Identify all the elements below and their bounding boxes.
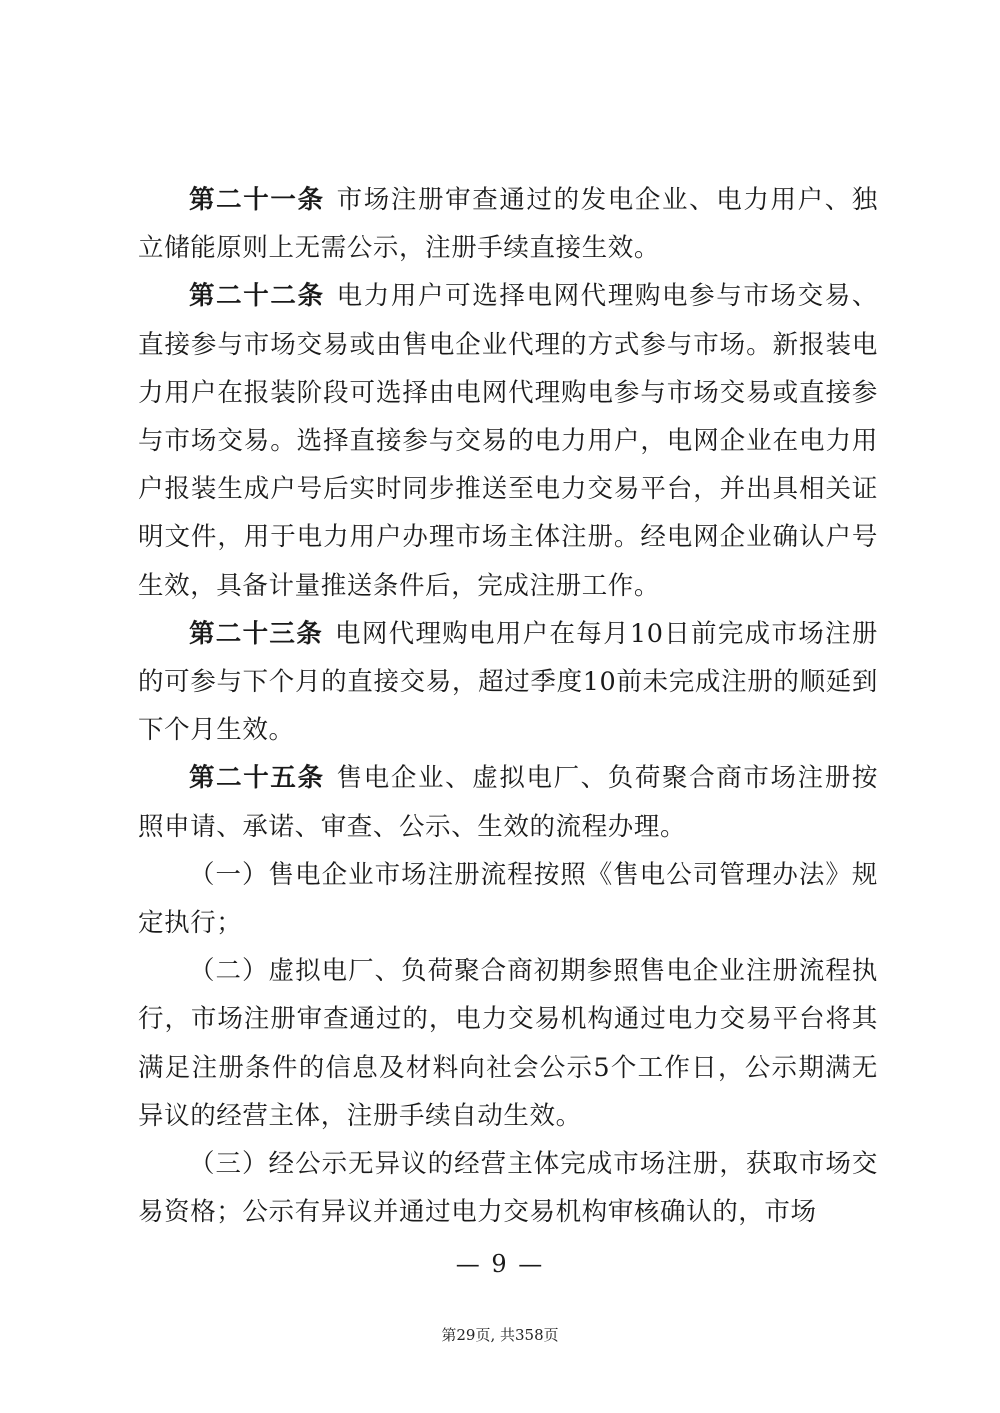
clause-3-text: （三）经公示无异议的经营主体完成市场注册，获取市场交易资格；公示有异议并通过电力交易机构审核确认的，市场 — [138, 1149, 878, 1228]
article-23-heading: 第二十三条 — [189, 618, 324, 649]
clause-1-text: （一）售电企业市场注册流程按照《售电公司管理办法》规定执行； — [138, 859, 878, 939]
clause-3-paragraph — [138, 1140, 878, 1236]
article-23-text: 电网代理购电用户在每月10日前完成市场注册的可参与下个月的直接交易，超过季度10前未完成注册的顺延到下个月生效。 — [138, 618, 878, 746]
article-25-paragraph — [138, 754, 878, 850]
article-25-text: 售电企业、虚拟电厂、负荷聚合商市场注册按照申请、承诺、审查、公示、生效的流程办理。 — [138, 763, 878, 842]
article-21-heading: 第二十一条 — [189, 185, 325, 215]
article-21-paragraph — [138, 176, 878, 272]
article-22-paragraph — [138, 272, 878, 609]
article-23-paragraph — [138, 610, 878, 755]
article-22-text: 电力用户可选择电网代理购电参与市场交易、直接参与市场交易或由售电企业代理的方式参与市场。新报装电力用户在报装阶段可选择由电网代理购电参与市场交易或直接参与市场交易。选择直接参与交易的电力用户，电网企业在电力用户报装生成户号后实时同步推送至电力交易平台，并出具相关证明文件，用于电力用户办理市场主体注册。经电网企业确认户号生效，具备计量推送条件后，完成注册工作。 — [138, 281, 878, 601]
article-21-text: 市场注册审查通过的发电企业、电力用户、独立储能原则上无需公示，注册手续直接生效。 — [138, 185, 878, 264]
clause-2-paragraph — [138, 947, 878, 1140]
page-footer: 第29页, 共358页 — [441, 1326, 559, 1344]
page-number: — 9 — — [455, 1250, 545, 1278]
clause-1-paragraph — [138, 851, 878, 947]
article-25-heading: 第二十五条 — [189, 763, 325, 794]
article-22-heading: 第二十二条 — [189, 281, 325, 312]
document-body — [138, 176, 878, 1236]
clause-2-text: （二）虚拟电厂、负荷聚合商初期参照售电企业注册流程执行，市场注册审查通过的，电力交易机构通过电力交易平台将其满足注册条件的信息及材料向社会公示5个工作日，公示期满无异议的经营主体，注册手续自动生效。 — [138, 956, 878, 1131]
